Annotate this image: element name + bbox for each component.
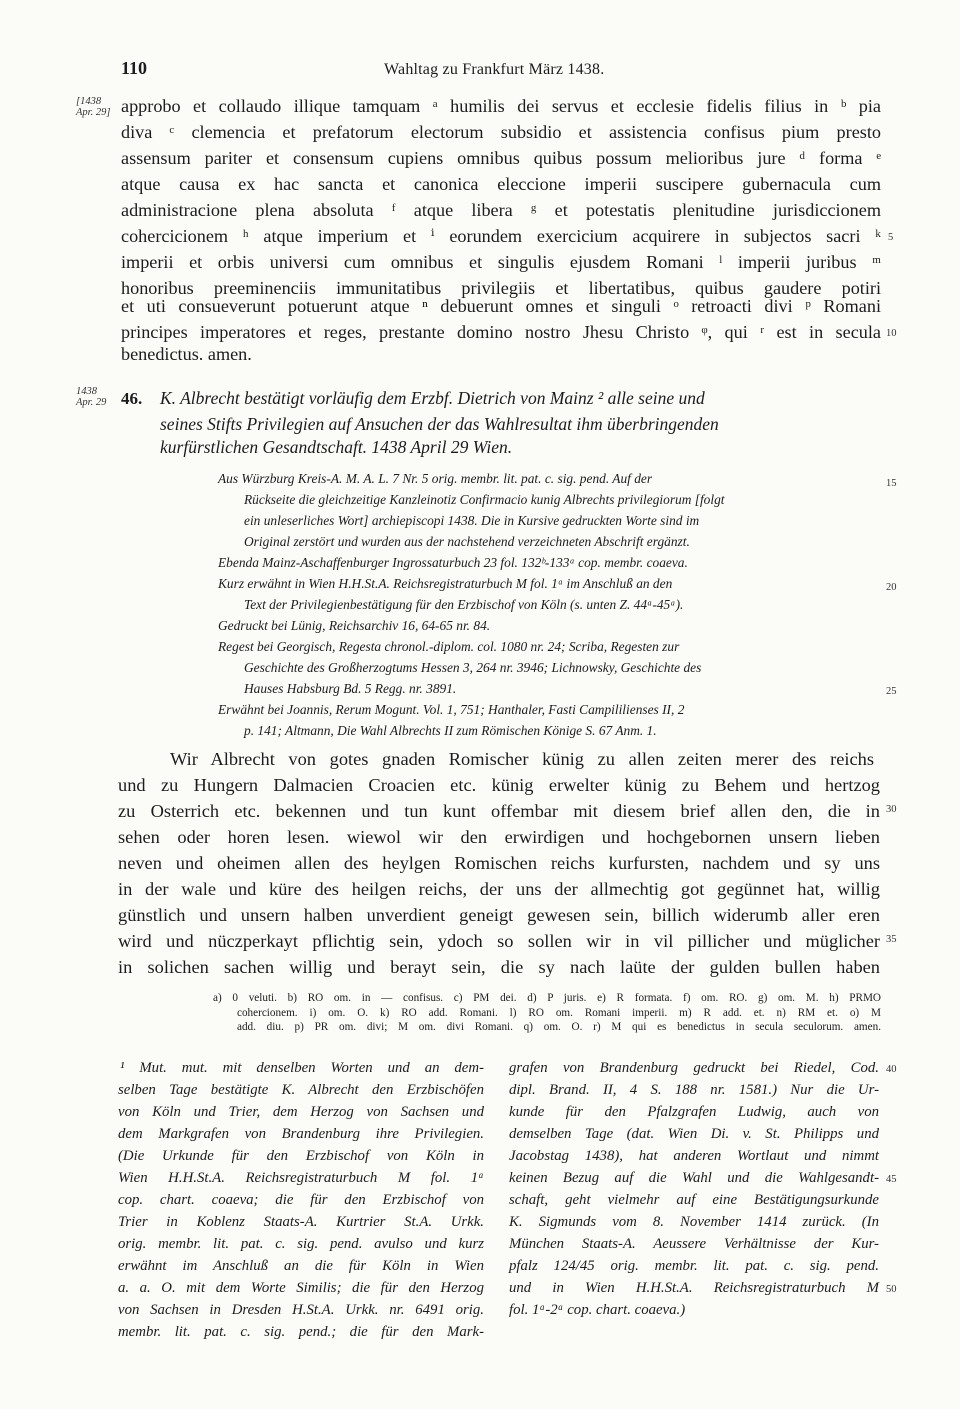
footnote-line: und in Wien H.H.St.A. Reichsregistraturbuch M [509, 1280, 879, 1296]
latin-line: cohercicionem ʰ atque imperium et ⁱ eorundem exercicium acquirere in subjectos sacri ᵏ [121, 226, 881, 246]
variant-line: add. diu. p) PR om. divi; M om. divi Romani. q) om. O. r) M qui es benedictus in secula seculorum. amen. [237, 1021, 881, 1033]
line-number: 45 [886, 1174, 897, 1185]
german-line: günstlich und unsern halben unverdient geneigt gewesen sein, billich widerumb aller eren [118, 905, 880, 925]
footnote-line: fol. 1ᵃ-2ᵃ cop. chart. coaeva.) [509, 1302, 686, 1318]
footnote-line: (Die Urkunde für den Erzbischof von Köln in [118, 1148, 484, 1164]
footnote-line: pfalz 124/45 orig. membr. lit. pat. c. sig. pend. [509, 1258, 879, 1274]
footnote-line: a. a. O. mit dem Worte Similis; die für den Herzog [118, 1280, 484, 1296]
footnote-line: selben Tage bestätigte K. Albrecht den Erzbischöfen [118, 1082, 484, 1098]
german-line: in der wale und küre des heilgen reichs, der uns der allmechtig got gegünnet hat, willig [118, 879, 880, 899]
footnote-line: Jacobstag 1438), hat anderen Wortlaut und nimmt [509, 1148, 879, 1164]
source-line: p. 141; Altmann, Die Wahl Albrechts II zum Römischen Könige S. 67 Anm. 1. [244, 723, 657, 738]
line-number: 20 [886, 582, 897, 593]
latin-line: atque causa ex hac sancta et canonica eleccione imperii suscipere gubernacula cum [121, 174, 881, 194]
footnote-line: demselben Tage (dat. Wien Di. v. St. Philipps und [509, 1126, 879, 1142]
footnote-line: erwähnt im Anschluß an die für Köln in Wien [118, 1258, 484, 1274]
latin-line: benedictus. amen. [121, 344, 252, 364]
footnote-line: Wien H.H.St.A. Reichsregistraturbuch M fol. 1ᵃ [118, 1170, 484, 1186]
footnote-line: dem Markgrafen von Brandenburg ihre Privilegien. [118, 1126, 484, 1142]
latin-line: imperii et orbis universi cum omnibus et singulis ejusdem Romani ˡ imperii juribus ᵐ [121, 252, 881, 272]
source-line: Geschichte des Großherzogtums Hessen 3, 264 nr. 3946; Lichnowsky, Geschichte des [244, 660, 702, 675]
german-line: und zu Hungern Dalmacien Croacien etc. künig erwelter künig zu Behem und hertzog [118, 775, 880, 795]
latin-line: honoribus preeminenciis immunitatibus privilegiis et libertatibus, quibus gaudere potiri [121, 278, 881, 298]
footnote-line: keinen Bezug auf die Wahl und die Wahlgesandt- [509, 1170, 879, 1186]
source-line: Ebenda Mainz-Aschaffenburger Ingrossaturbuch 23 fol. 132ᵇ-133ᵃ cop. membr. coaeva. [218, 555, 688, 570]
margin-date-2: 1438 Apr. 29 [76, 386, 107, 408]
footnote-line: K. Sigmunds vom 8. November 1414 zurück. (In [509, 1214, 879, 1230]
german-line: zu Osterrich etc. bekennen und tun kunt offembar mit diesem brief allen den, die in [118, 801, 880, 821]
footnote-line: von Köln und Trier, dem Herzog von Sachsen und [118, 1104, 484, 1120]
german-line: wird und nüczperkayt pflichtig sein, ydoch so sollen wir in vil pillicher und müglicher [118, 931, 880, 951]
regest-line: seines Stifts Privilegien auf Ansuchen der das Wahlresultat ihm überbringenden [160, 414, 719, 434]
footnote-line: cop. chart. coaeva; die für den Erzbischof von [118, 1192, 484, 1208]
german-line: neven und oheimen allen des heylgen Romischen reichs kurfursten, nachdem und sy uns [118, 853, 880, 873]
latin-line: principes imperatores et reges, prestante domino nostro Jhesu Christo ᵠ, qui ʳ est in secula [121, 322, 881, 342]
source-line: Original zerstört und wurden aus der nachstehend verzeichneten Abschrift ergänzt. [244, 534, 690, 549]
german-line: in solichen sachen willig und berayt sein, die sy nach laüte der gulden bullen haben [118, 957, 880, 977]
latin-line: et uti consueverunt potuerunt atque ⁿ debuerunt omnes et singuli ᵒ retroacti divi ᵖ Romani [121, 296, 881, 316]
footnote-line: München Staats-A. Aeussere Verhältnisse der Kur- [509, 1236, 879, 1252]
variant-line: a) 0 veluti. b) RO om. in — confisus. c) PM dei. d) P juris. e) R formata. f) om. RO. g) om. M. h) PRMO [213, 992, 881, 1004]
source-line: ein unleserliches Wort] archiepiscopi 1438. Die in Kursive gedruckten Worte sind im [244, 513, 700, 528]
line-number: 50 [886, 1284, 897, 1295]
source-line: Hauses Habsburg Bd. 5 Regg. nr. 3891. [244, 681, 457, 696]
line-number: 25 [886, 686, 897, 697]
document-number: 46. [121, 389, 143, 408]
german-line: sehen oder horen lesen. wiewol wir den erwirdigen und hochgebornen unsern lieben [118, 827, 880, 847]
latin-line: administracione plena absoluta ᶠ atque libera ᵍ et potestatis plenitudine jurisdiccionem [121, 200, 881, 220]
running-title: Wahltag zu Frankfurt März 1438. [384, 61, 605, 78]
german-line: Wir Albrecht von gotes gnaden Romischer künig zu allen zeiten merer des reichs [170, 749, 874, 769]
latin-line: diva ᶜ clemencia et prefatorum electorum subsidio et assistencia confisus pium presto [121, 122, 881, 142]
source-line: Gedruckt bei Lünig, Reichsarchiv 16, 64-65 nr. 84. [218, 618, 491, 633]
footnote-line: Trier in Koblenz Staats-A. Kurtrier St.A. Urkk. [118, 1214, 484, 1230]
footnote-line: schaft, geht vielmehr auf eine Bestätigungsurkunde [509, 1192, 879, 1208]
line-number: 35 [886, 934, 897, 945]
line-number: 15 [886, 478, 897, 489]
latin-line: approbo et collaudo illique tamquam ᵃ humilis dei servus et ecclesie fidelis filius in ᵇ pia [121, 96, 881, 116]
source-line: Text der Privilegienbestätigung für den Erzbischof von Köln (s. unten Z. 44ᵃ-45ᵃ). [244, 597, 684, 612]
line-number: 10 [886, 328, 897, 339]
footnote-line: orig. membr. lit. pat. c. sig. pend. avulso und kurz [118, 1236, 484, 1252]
variant-line: cohercionem. i) om. O. k) RO add. Romani. l) RO om. Romani imperii. m) R add. et. n) RM et. o) M [237, 1007, 881, 1019]
footnote-line: ¹ Mut. mut. mit denselben Worten und an dem- [120, 1060, 484, 1076]
line-number: 40 [886, 1064, 897, 1075]
latin-line: assensum pariter et consensum cupiens omnibus quibus possum melioribus jure ᵈ forma ᵉ [121, 148, 881, 168]
regest-line: K. Albrecht bestätigt vorläufig dem Erzbf. Dietrich von Mainz ² alle seine und [160, 388, 705, 408]
source-line: Erwähnt bei Joannis, Rerum Mogunt. Vol. 1, 751; Hanthaler, Fasti Campililienses II, 2 [218, 702, 685, 717]
line-number: 30 [886, 804, 897, 815]
margin-date-1: [1438 Apr. 29] [76, 96, 111, 118]
footnote-line: kunde für den Pfalzgrafen Ludwig, auch von [509, 1104, 879, 1120]
line-number: 5 [888, 232, 894, 243]
page-number: 110 [121, 58, 148, 78]
source-line: Regest bei Georgisch, Regesta chronol.-diplom. col. 1080 nr. 24; Scriba, Regesten zur [218, 639, 680, 654]
source-line: Kurz erwähnt in Wien H.H.St.A. Reichsregistraturbuch M fol. 1ᵃ im Anschluß an den [218, 576, 673, 591]
footnote-line: von Sachsen in Dresden H.St.A. Urkk. nr. 6491 orig. [118, 1302, 484, 1318]
footnote-line: grafen von Brandenburg gedruckt bei Riedel, Cod. [509, 1060, 879, 1076]
footnote-line: membr. lit. pat. c. sig. pend.; die für den Mark- [118, 1324, 484, 1340]
footnote-line: dipl. Brand. II, 4 S. 188 nr. 1581.) Nur die Ur- [509, 1082, 879, 1098]
source-line: Rückseite die gleichzeitige Kanzleinotiz Confirmacio kunig Albrechts privilegiorum [folgt [244, 492, 725, 507]
regest-line: kurfürstlichen Gesandtschaft. 1438 April 29 Wien. [160, 437, 513, 457]
source-line: Aus Würzburg Kreis-A. M. A. L. 7 Nr. 5 orig. membr. lit. pat. c. sig. pend. Auf der [218, 471, 653, 486]
